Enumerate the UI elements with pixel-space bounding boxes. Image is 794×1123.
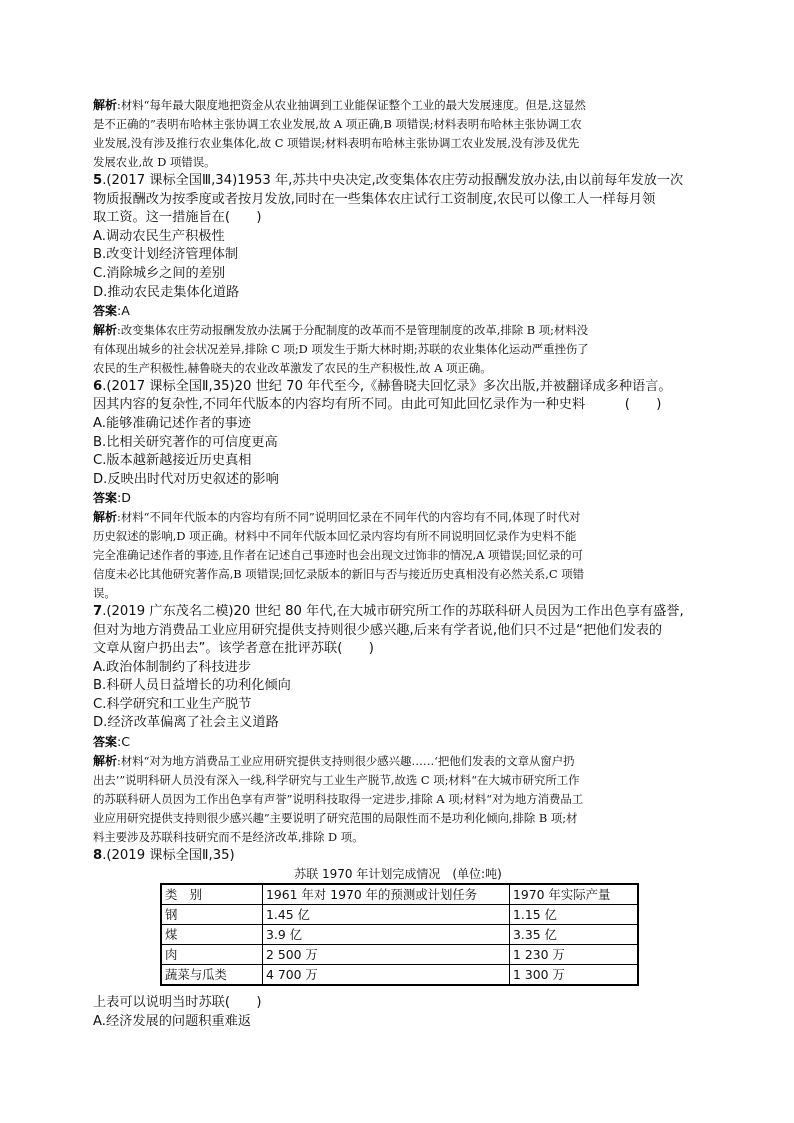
table-cell: 煤	[161, 925, 263, 945]
option-b: B.科研人员日益增长的功利化倾向	[93, 678, 291, 694]
option-c: C.版本越新越接近历史真相	[93, 453, 252, 469]
explanation-label: 解析	[93, 509, 118, 524]
question-stem: 6.(2017 课标全国Ⅱ,35)20 世纪 70 年代至今,《赫鲁晓夫回忆录》多次出版,并被翻译成多种语言。	[93, 378, 672, 394]
explanation-label: 解析	[93, 753, 118, 768]
answer-value: :A	[117, 303, 130, 319]
question-stem: 7.(2019 广东茂名二模)20 世纪 80 年代,在大城市研究所工作的苏联科研人员因为工作出色享有盛誉,	[93, 603, 684, 619]
question-stem: 物质报酬改为按季度或者按月发放,同时在一些集体农庄试行工资制度,农民可以像工人一样每月领	[93, 191, 656, 207]
explanation-label: 解析	[93, 98, 118, 112]
table-cell: 1.15 亿	[510, 905, 639, 925]
explanation-line: 料主要涉及苏联科技研究而不是经济改革,排除 D 项。	[93, 829, 364, 844]
answer-line	[93, 302, 703, 321]
answer-line	[93, 489, 703, 508]
question-stem: 8.(2019 课标全国Ⅱ,35)	[93, 847, 235, 863]
table-cell: 4 700 万	[263, 965, 510, 986]
table-header-row	[161, 884, 638, 905]
option-a: A.调动农民生产积极性	[93, 228, 225, 244]
explanation-label: 解析	[93, 322, 118, 337]
table-header-cell: 1961 年对 1970 年的预测或计划任务	[263, 884, 510, 905]
option-d: D.推动农民走集体化道路	[93, 284, 240, 300]
table-caption: 苏联 1970 年计划完成情况 (单位:吨)	[294, 867, 502, 882]
option-c: C.消除城乡之间的差别	[93, 265, 226, 281]
explanation-line: 误。	[93, 585, 116, 600]
question-stem: 取工资。这一措施旨在( )	[93, 210, 262, 226]
explanation-line: 农民的生产积极性,赫鲁晓夫的农业改革激发了农民的生产积极性,故 A 项正确。	[93, 360, 492, 375]
question-8	[93, 847, 703, 1032]
explanation-line: 业应用研究提供支持则很少感兴趣”主要说明了研究范围的局限性而不是功利化倾向,排除 B 项;材	[93, 810, 578, 825]
option-a: A.经济发展的问题积重难返	[93, 1013, 252, 1029]
option-d: D.经济改革偏离了社会主义道路	[93, 715, 279, 731]
answer-value: :C	[117, 734, 131, 750]
table-header-cell: 类 别	[161, 884, 263, 905]
table-cell: 2 500 万	[263, 945, 510, 965]
answer-label: 答案	[93, 304, 118, 319]
explanation-line: 解析:材料“每年最大限度地把资金从农业抽调到工业能保证整个工业的最大发展速度。但是,这显然	[93, 98, 586, 112]
explanation-line: 有体现出城乡的社会状况差异,排除 C 项;D 项发生于斯大林时期;苏联的农业集体化运动严重挫伤了	[93, 341, 589, 356]
explanation-line: 解析:改变集体农庄劳动报酬发放办法属于分配制度的改革而不是管理制度的改革,排除 B 项;材料没	[93, 322, 589, 337]
question-stem: 5.(2017 课标全国Ⅲ,34)1953 年,苏共中央决定,改变集体农庄劳动报酬发放办法,由以前每年发放一次	[93, 173, 684, 188]
question-6	[93, 378, 703, 603]
option-d: D.反映出时代对历史叙述的影响	[93, 471, 279, 487]
table-cell: 1 300 万	[510, 965, 639, 986]
explanation-line: 解析:材料“不同年代版本的内容均有所不同”说明回忆录在不同年代的内容均有不同,体现了时代对	[93, 509, 581, 524]
table-cell: 肉	[161, 945, 263, 965]
table-cell: 钢	[161, 905, 263, 925]
table-cell: 蔬菜与瓜类	[161, 965, 263, 986]
question-number: 8	[93, 847, 103, 863]
explanation-line: 的苏联科研人员因为工作出色享有声誉”说明科技取得一定进步,排除 A 项;材料“对为地方消费品工	[93, 791, 584, 806]
question-number: 7	[93, 603, 103, 619]
question-stem: 上表可以说明当时苏联( )	[93, 995, 262, 1011]
table-cell: 1.45 亿	[263, 905, 510, 925]
question-number: 5	[93, 173, 103, 188]
option-a: A.能够准确记述作者的事迹	[93, 415, 252, 431]
table-row	[161, 905, 638, 925]
option-b: B.改变计划经济管理体制	[93, 247, 239, 263]
answer-label: 答案	[93, 491, 118, 506]
question-stem: 文章从窗户扔出去”。该学者意在批评苏联( )	[93, 641, 374, 657]
data-table	[160, 883, 639, 986]
explanation-line: 出去’”说明科研人员没有深入一线,科学研究与工业生产脱节,故选 C 项;材料“在大城市研究所工作	[93, 772, 580, 787]
table-row	[161, 925, 638, 945]
table-cell: 1 230 万	[510, 945, 639, 965]
q4-explanation	[93, 96, 703, 172]
table-cell: 3.35 亿	[510, 925, 639, 945]
explanation-line: 完全准确记述作者的事迹,且作者在记述自己事迹时也会出现文过饰非的情况,A 项错误;回忆录的可	[93, 547, 583, 562]
question-5	[93, 172, 703, 378]
question-number: 6	[93, 378, 103, 394]
option-a: A.政治体制制约了科技进步	[93, 659, 252, 675]
answer-line	[93, 733, 703, 752]
explanation-line: 历史叙述的影响,D 项正确。材料中不同年代版本回忆录内容均有所不同说明回忆录作为史料不能	[93, 528, 577, 543]
explanation-line: 业发展,没有涉及推行农业集体化,故 C 项错误;材料表明布哈林主张协调工农业发展,没有涉及优先	[93, 136, 580, 150]
table-header-cell: 1970 年实际产量	[510, 884, 639, 905]
table-row	[161, 965, 638, 986]
table-cell: 3.9 亿	[263, 925, 510, 945]
explanation-line: 发展农业,故 D 项错误。	[93, 155, 216, 169]
option-c: C.科学研究和工业生产脱节	[93, 696, 252, 712]
table-row	[161, 945, 638, 965]
explanation-line: 是不正确的”表明布哈林主张协调工农业发展,故 A 项正确,B 项错误;材料表明布哈林主张协调工农	[93, 117, 582, 131]
answer-value: :D	[117, 490, 131, 506]
question-stem: 但对为地方消费品工业应用研究提供支持则很少感兴趣,后来有学者说,他们只不过是“把他们发表的	[93, 622, 663, 638]
question-stem: 因其内容的复杂性,不同年代版本的内容均有所不同。由此可知此回忆录作为一种史料 ( )	[93, 397, 662, 413]
explanation-line: 解析:材料“对为地方消费品工业应用研究提供支持则很少感兴趣……‘把他们发表的文章从窗户扔	[93, 753, 575, 768]
document-page	[93, 96, 703, 1031]
question-7	[93, 603, 703, 847]
explanation-line: 信度未必比其他研究著作高,B 项错误;回忆录版本的新旧与否与接近历史真相没有必然关系,C 项错	[93, 566, 585, 581]
answer-label: 答案	[93, 735, 118, 750]
option-b: B.比相关研究著作的可信度更高	[93, 434, 278, 450]
